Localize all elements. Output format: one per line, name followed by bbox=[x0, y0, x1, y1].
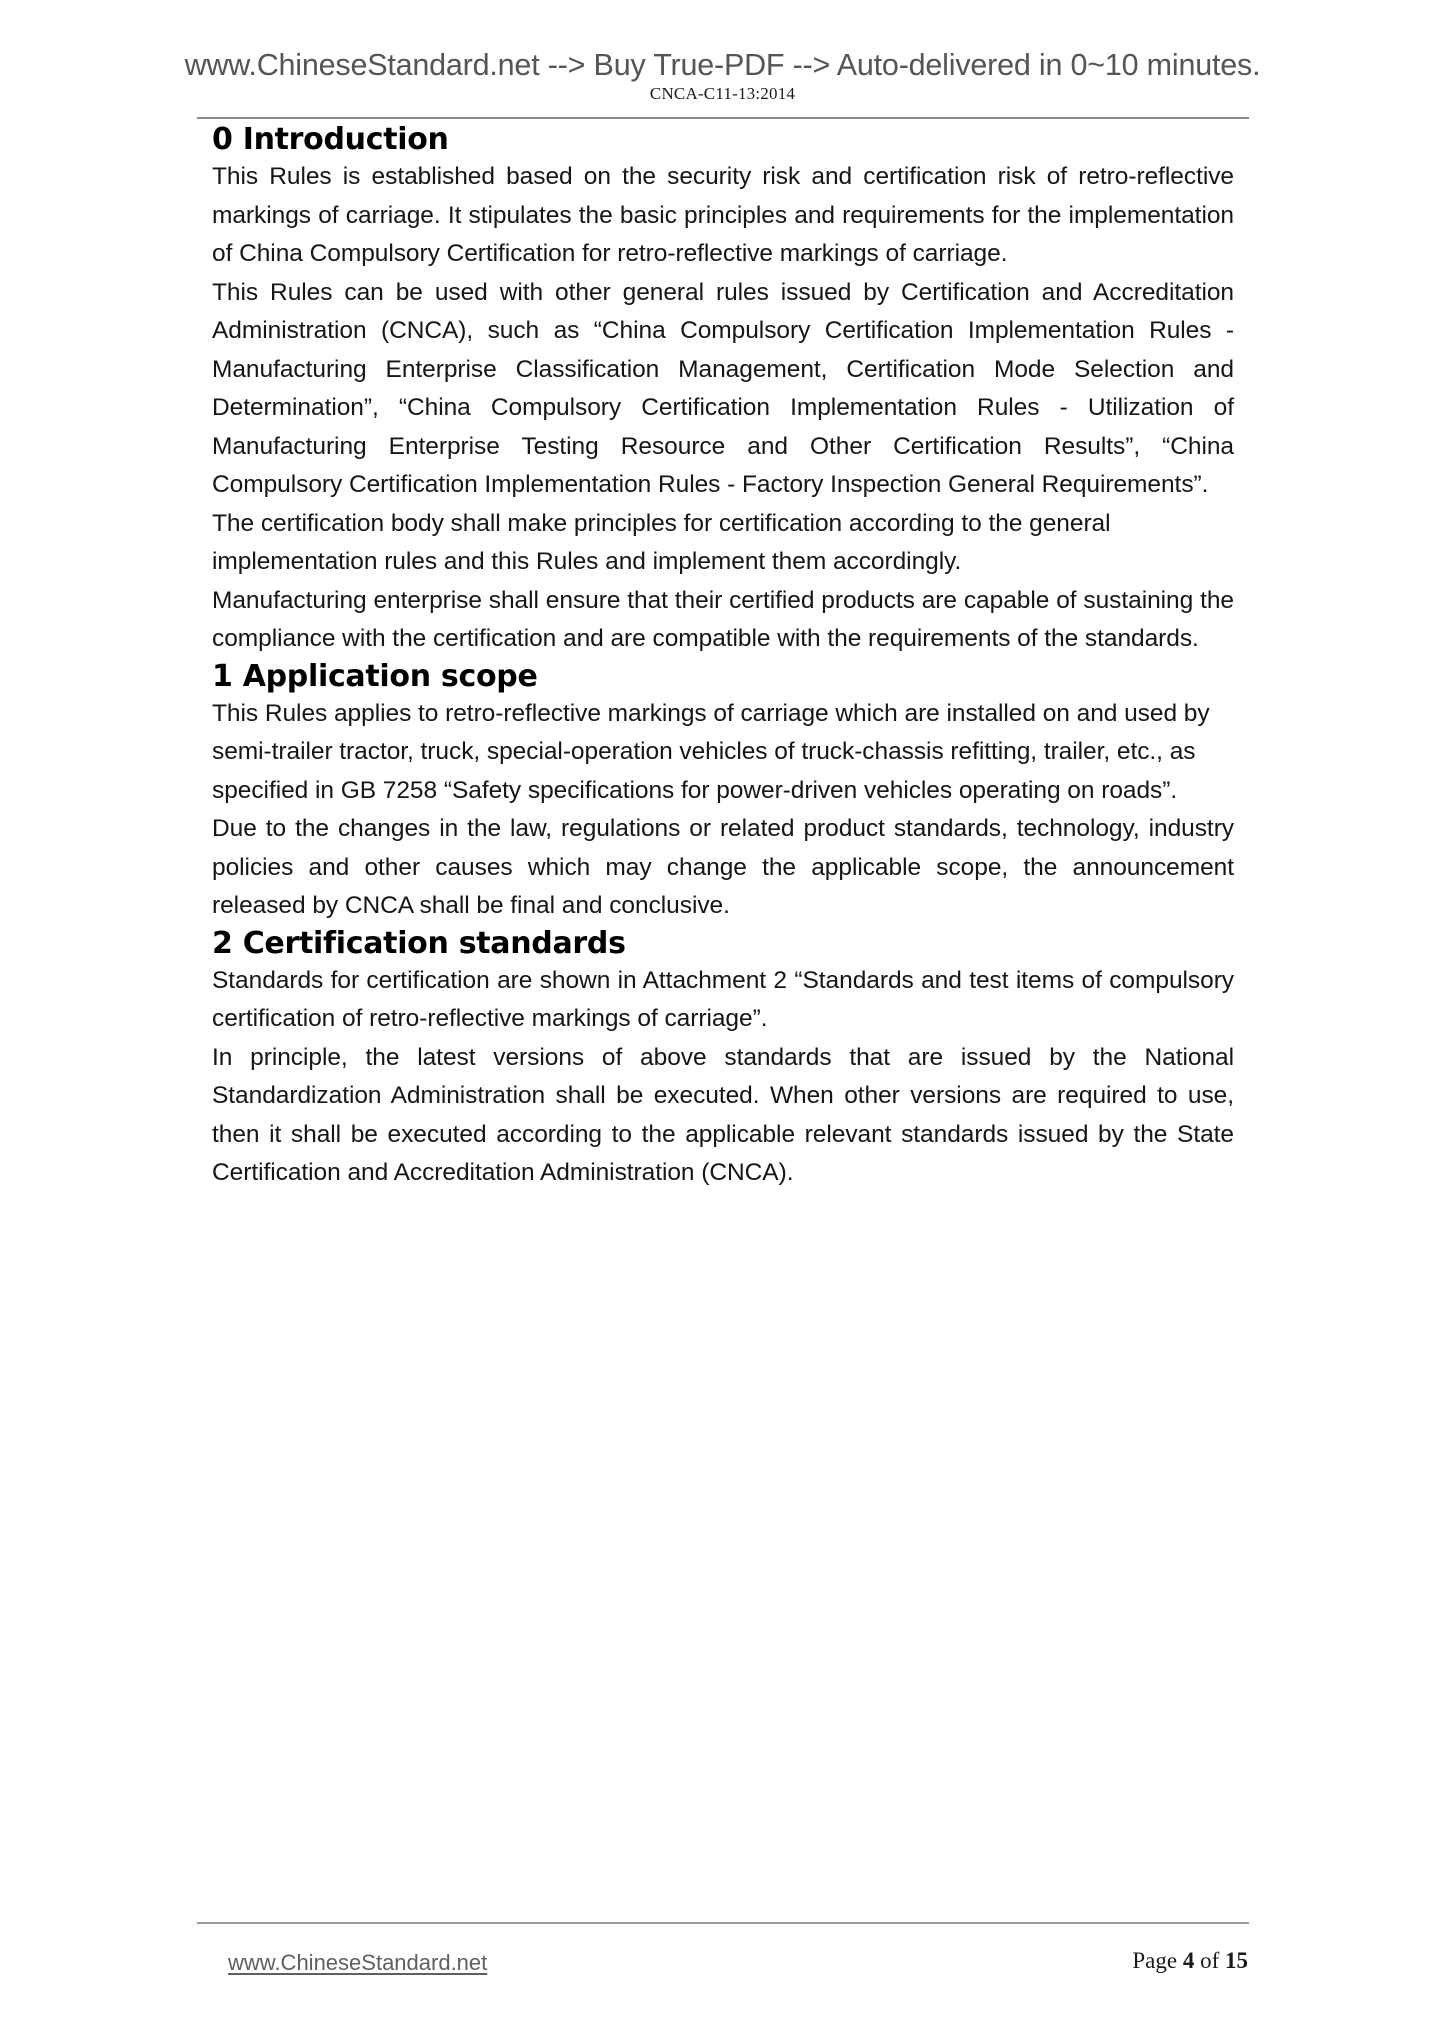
document-standard-id: CNCA-C11-13:2014 bbox=[649, 84, 796, 103]
paragraph-scope-1: This Rules applies to retro-reflective markings of carriage which are installed on and used by semi-trailer tractor, truck, special-operation vehicles of truck-chassis refitting, trailer, etc., as specified in GB 7258 “Safety specifications for power-driven vehicles operating on roads”. bbox=[212, 699, 1210, 804]
page-header bbox=[0, 0, 1445, 122]
page-footer bbox=[0, 1912, 1445, 2044]
paragraph-scope-2: Due to the changes in the law, regulations or related product standards, technology, industry policies and other causes which may change the applicable scope, the announcement released by CNCA shall be final and conclusive. bbox=[212, 815, 1234, 919]
page-number-total: 15 bbox=[1225, 1948, 1248, 1973]
document-body bbox=[212, 122, 1234, 1193]
footer-site-link[interactable]: www.ChineseStandard.net bbox=[228, 1950, 488, 1975]
watermark-promo-text: www.ChineseStandard.net --> Buy True-PDF --> Auto-delivered in 0~10 minutes. bbox=[184, 48, 1261, 82]
footer-page-indicator bbox=[1132, 1948, 1248, 1974]
header-divider bbox=[197, 117, 1249, 119]
section-heading-application-scope: 1 Application scope bbox=[212, 658, 538, 694]
page-label-middle: of bbox=[1194, 1948, 1225, 1973]
page-number-current: 4 bbox=[1182, 1948, 1195, 1973]
page-label-prefix: Page bbox=[1132, 1948, 1183, 1973]
paragraph-intro-2: This Rules can be used with other general rules issued by Certification and Accreditation Administration (CNCA), such as “China Compulsory Certification Implementation Rules - Manufacturing Enterprise Classification Management, Certification Mode Selection and Determination”, “China Compulsory Certification Implementation Rules - Utilization of Manufacturing Enterprise Testing Resource and Other Certification Results”, “China Compulsory Certification Implementation Rules - Factory Inspection General Requirements”. bbox=[212, 278, 1234, 498]
paragraph-intro-4: Manufacturing enterprise shall ensure that their certified products are capable of sustaining the compliance with the certification and are compatible with the requirements of the standards. bbox=[212, 586, 1234, 652]
section-heading-introduction: 0 Introduction bbox=[212, 122, 449, 157]
section-heading-certification-standards: 2 Certification standards bbox=[212, 925, 626, 961]
paragraph-intro-1: This Rules is established based on the security risk and certification risk of retro-reflective markings of carriage. It stipulates the basic principles and requirements for the implementation of China Compulsory Certification for retro-reflective markings of carriage. bbox=[212, 163, 1234, 267]
paragraph-standards-1: Standards for certification are shown in Attachment 2 “Standards and test items of compulsory certification of retro-reflective markings of carriage”. bbox=[212, 966, 1234, 1032]
paragraph-standards-2: In principle, the latest versions of above standards that are issued by the National Standardization Administration shall be executed. When other versions are required to use, then it shall be executed according to the applicable relevant standards issued by the State Certification and Accreditation Administration (CNCA). bbox=[212, 1043, 1234, 1186]
paragraph-intro-3: The certification body shall make principles for certification according to the general implementation rules and this Rules and implement them accordingly. bbox=[212, 509, 1111, 575]
footer-divider bbox=[197, 1922, 1249, 1924]
